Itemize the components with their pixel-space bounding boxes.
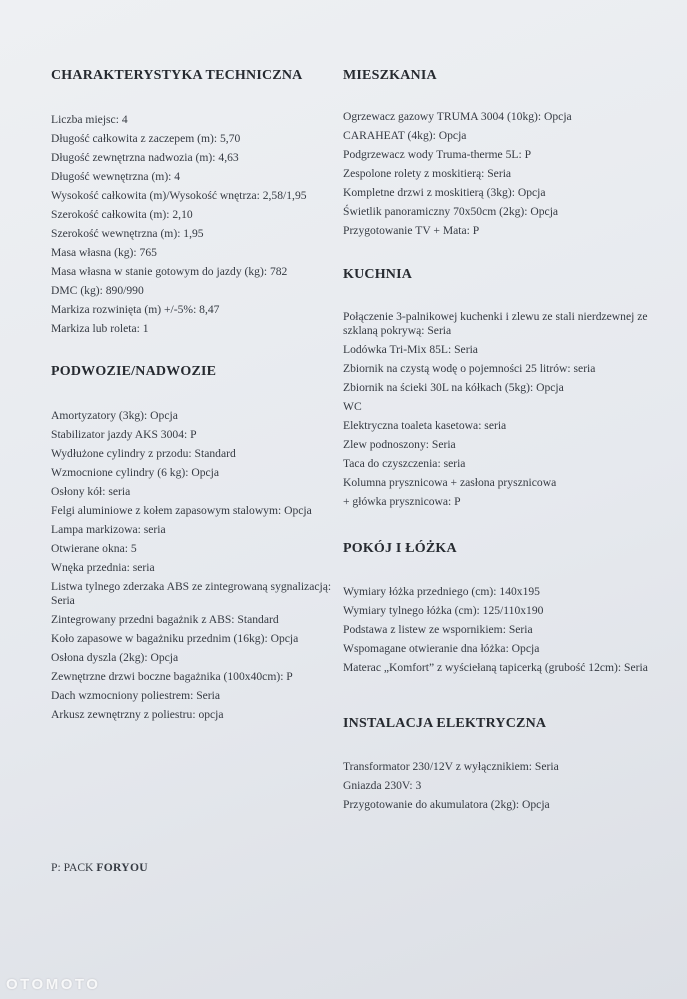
list-item: Markiza lub roleta: 1 xyxy=(51,322,149,335)
technical-list xyxy=(51,113,341,336)
list-item: Wymiary łóżka przedniego (cm): 140x195 xyxy=(343,585,540,598)
list-item: Szerokość całkowita (m): 2,10 xyxy=(51,208,193,221)
list-item: Liczba miejsc: 4 xyxy=(51,113,128,126)
list-item: Zbiornik na czystą wodę o pojemności 25 litrów: seria xyxy=(343,362,596,375)
list-item: Wysokość całkowita (m)/Wysokość wnętrza: 2,58/1,95 xyxy=(51,189,307,202)
section-title-technical: CHARAKTERYSTYKA TECHNICZNA xyxy=(51,68,303,83)
section-title-chassis: PODWOZIE/NADWOZIE xyxy=(51,364,217,379)
list-item: Stabilizator jazdy AKS 3004: P xyxy=(51,428,197,441)
list-item: Zewnętrzne drzwi boczne bagażnika (100x40cm): P xyxy=(51,670,293,683)
list-item: Wydłużone cylindry z przodu: Standard xyxy=(51,447,236,460)
list-item: Zlew podnoszony: Seria xyxy=(343,438,456,451)
list-item: Zbiornik na ścieki 30L na kółkach (5kg): Opcja xyxy=(343,381,564,394)
list-item: Połączenie 3-palnikowej kuchenki i zlewu ze stali nierdzewnej ze szklaną pokrywą: Seria xyxy=(343,310,648,337)
list-item: Kompletne drzwi z moskitierą (3kg): Opcja xyxy=(343,186,546,199)
list-item: Koło zapasowe w bagażniku przednim (16kg): Opcja xyxy=(51,632,299,645)
chassis-list xyxy=(51,409,341,722)
footer-pack-note xyxy=(51,861,148,874)
list-item: Masa własna (kg): 765 xyxy=(51,246,157,259)
list-item: Przygotowanie do akumulatora (2kg): Opcja xyxy=(343,798,550,811)
section-technical xyxy=(51,68,341,341)
list-item: Zespolone rolety z moskitierą: Seria xyxy=(343,167,512,180)
kitchen-list xyxy=(343,310,663,509)
list-item: + główka prysznicowa: P xyxy=(343,495,461,508)
list-item: Materac „Komfort” z wyściełaną tapicerką (grubość 12cm): Seria xyxy=(343,661,648,674)
list-item: Podstawa z listew ze wspornikiem: Seria xyxy=(343,623,533,636)
section-title-kitchen: KUCHNIA xyxy=(343,267,413,282)
section-electric xyxy=(343,716,663,817)
section-title-room: POKÓJ I ŁÓŻKA xyxy=(343,541,457,556)
room-list xyxy=(343,585,663,675)
electric-list xyxy=(343,760,663,812)
list-item: Wspomagane otwieranie dna łóżka: Opcja xyxy=(343,642,540,655)
list-item: Długość całkowita z zaczepem (m): 5,70 xyxy=(51,132,241,145)
list-item: Świetlik panoramiczny 70x50cm (2kg): Opcja xyxy=(343,205,559,218)
list-item: Taca do czyszczenia: seria xyxy=(343,457,466,470)
list-item: Osłona dyszla (2kg): Opcja xyxy=(51,651,179,664)
list-item: Długość zewnętrzna nadwozia (m): 4,63 xyxy=(51,151,239,164)
list-item: Ogrzewacz gazowy TRUMA 3004 (10kg): Opcja xyxy=(343,110,572,123)
list-item: Transformator 230/12V z wyłącznikiem: Seria xyxy=(343,760,559,773)
list-item: WC xyxy=(343,400,362,413)
list-item: Długość wewnętrzna (m): 4 xyxy=(51,170,181,183)
list-item: Wnęka przednia: seria xyxy=(51,561,155,574)
list-item: Dach wzmocniony poliestrem: Seria xyxy=(51,689,221,702)
list-item: Amortyzatory (3kg): Opcja xyxy=(51,409,178,422)
section-kitchen xyxy=(343,267,663,514)
list-item: Listwa tylnego zderzaka ABS ze zintegrowaną sygnalizacją: Seria xyxy=(51,580,332,607)
otomoto-watermark-logo: OTOMOTO xyxy=(6,976,101,993)
list-item: Wymiary tylnego łóżka (cm): 125/110x190 xyxy=(343,604,544,617)
list-item: Lodówka Tri-Mix 85L: Seria xyxy=(343,343,478,356)
footer-prefix: P: PACK xyxy=(51,861,94,874)
list-item: Wzmocnione cylindry (6 kg): Opcja xyxy=(51,466,220,479)
list-item: Markiza rozwinięta (m) +/-5%: 8,47 xyxy=(51,303,220,316)
list-item: CARAHEAT (4kg): Opcja xyxy=(343,129,467,142)
section-room xyxy=(343,541,663,680)
list-item: Lampa markizowa: seria xyxy=(51,523,166,536)
list-item: Szerokość wewnętrzna (m): 1,95 xyxy=(51,227,204,240)
list-item: Elektryczna toaleta kasetowa: seria xyxy=(343,419,507,432)
list-item: Przygotowanie TV + Mata: P xyxy=(343,224,480,237)
section-living xyxy=(343,68,663,243)
list-item: DMC (kg): 890/990 xyxy=(51,284,144,297)
list-item: Masa własna w stanie gotowym do jazdy (kg): 782 xyxy=(51,265,288,278)
list-item: Zintegrowany przedni bagażnik z ABS: Standard xyxy=(51,613,279,626)
section-title-electric: INSTALACJA ELEKTRYCZNA xyxy=(343,716,547,731)
footer-brand: FORYOU xyxy=(96,861,148,874)
list-item: Kolumna prysznicowa + zasłona prysznicowa xyxy=(343,476,557,489)
list-item: Podgrzewacz wody Truma-therme 5L: P xyxy=(343,148,532,161)
list-item: Gniazda 230V: 3 xyxy=(343,779,422,792)
list-item: Otwierane okna: 5 xyxy=(51,542,137,555)
list-item: Osłony kół: seria xyxy=(51,485,131,498)
living-list xyxy=(343,110,663,238)
section-chassis xyxy=(51,364,341,727)
list-item: Felgi aluminiowe z kołem zapasowym stalowym: Opcja xyxy=(51,504,312,517)
section-title-living: MIESZKANIA xyxy=(343,68,437,83)
list-item: Arkusz zewnętrzny z poliestru: opcja xyxy=(51,708,224,721)
